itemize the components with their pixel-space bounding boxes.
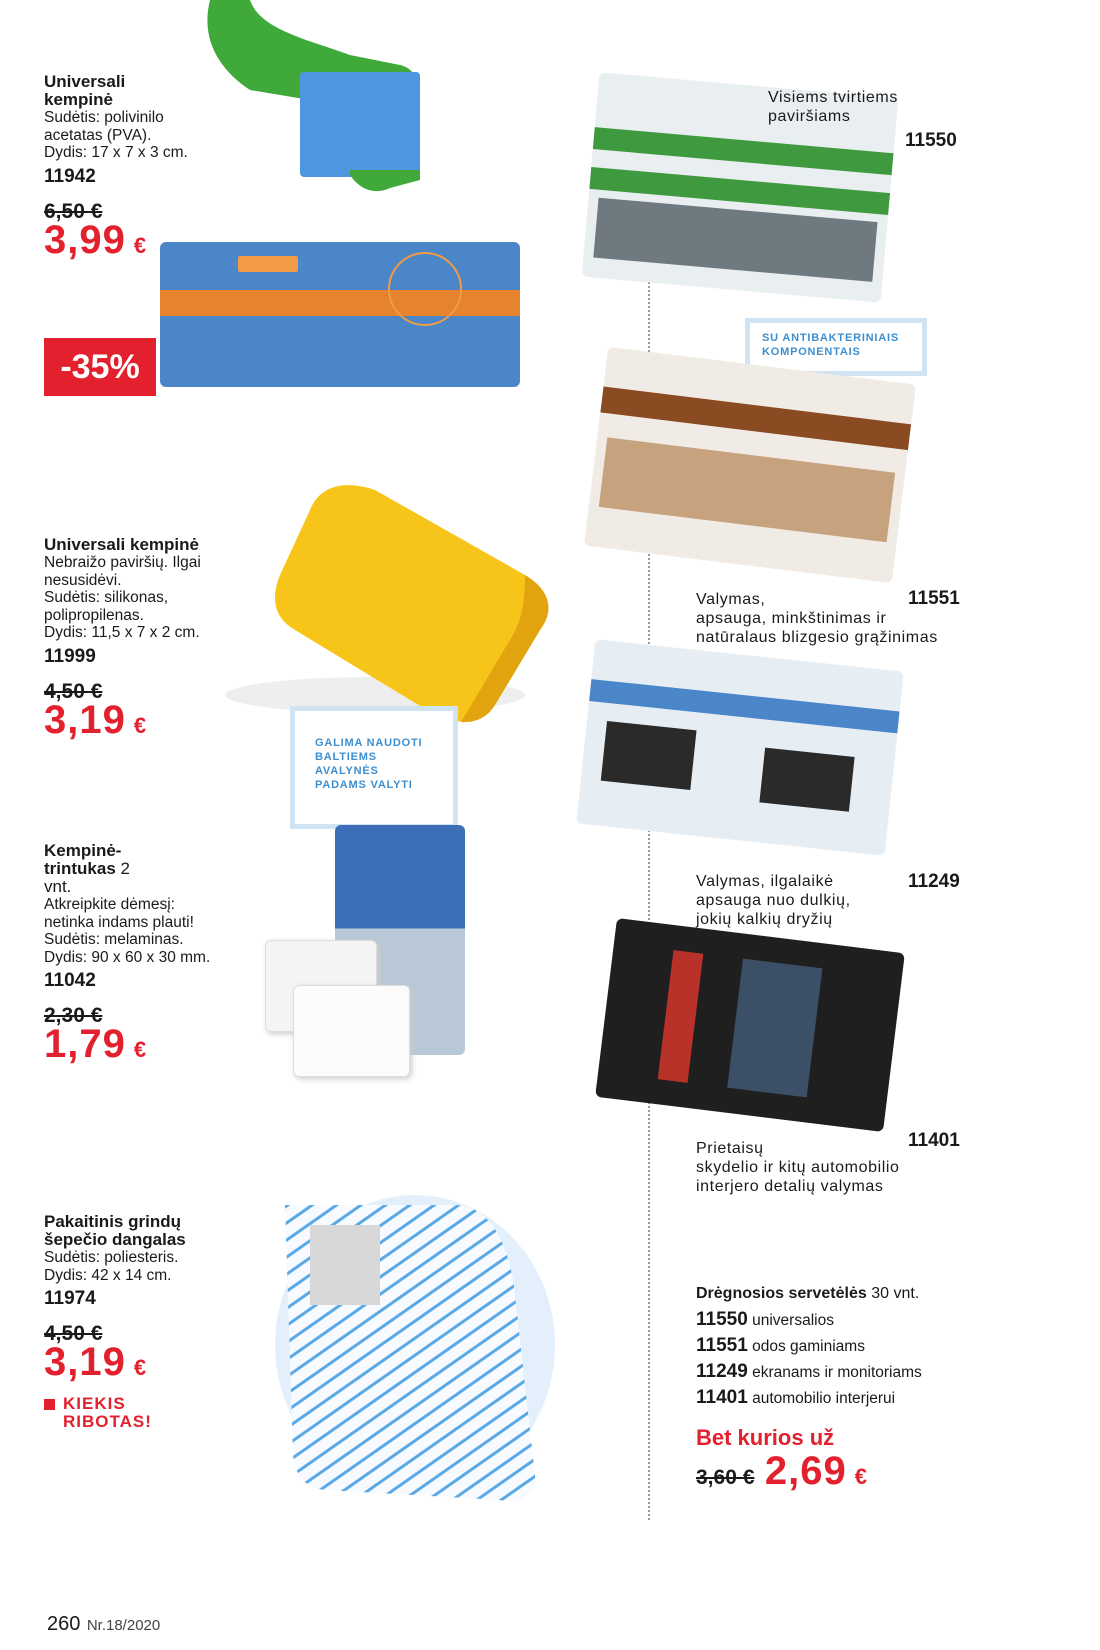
wipes-11551-image — [584, 347, 916, 583]
line-label: odos gaminiams — [747, 1338, 865, 1355]
summary-lines — [696, 1307, 996, 1411]
glove-sponge-image — [190, 0, 430, 195]
wipes-11249-code: 11249 — [908, 871, 960, 892]
product-desc: Atkreipkite dėmesį: netinka indams plauti! Sudėtis: melaminas. Dydis: 90 x 60 x 30 mm. — [44, 896, 211, 966]
wipes-11249-desc: Valymas, ilgalaikė apsauga nuo dulkių, jokių kalkių dryžių — [696, 873, 851, 928]
summary-line — [696, 1333, 996, 1359]
sponge-package-image — [160, 242, 520, 387]
old-price: 4,50 € — [44, 1322, 103, 1345]
new-price: 3,19 — [44, 697, 126, 742]
wipes-11401-code: 11401 — [908, 1130, 960, 1151]
product-desc: Sudėtis: polivinilo acetatas (PVA). Dydis: 17 x 7 x 3 cm. — [44, 109, 188, 161]
issue-number: Nr.18/2020 — [86, 1617, 161, 1634]
limited-badge — [44, 1395, 244, 1431]
wipes-summary — [696, 1285, 996, 1494]
old-price: 2,30 € — [44, 1004, 103, 1027]
old-price: 3,60 € — [696, 1466, 755, 1489]
currency: € — [133, 232, 147, 258]
line-label: ekranams ir monitoriams — [747, 1364, 922, 1381]
melamine-sponge-image — [265, 825, 475, 1075]
old-price: 6,50 € — [44, 199, 103, 223]
promo-text: Bet kurios už — [696, 1425, 835, 1450]
product-code: 11942 — [44, 165, 96, 187]
line-code: 11550 — [696, 1309, 748, 1330]
summary-title — [696, 1285, 996, 1303]
info-note — [290, 706, 458, 829]
note-text: SU ANTIBAKTERINIAIS KOMPONENTAIS — [762, 332, 900, 358]
wipes-11401-image — [595, 918, 905, 1132]
new-price: 3,19 — [44, 1340, 126, 1384]
mop-cover-image — [265, 1185, 555, 1510]
product-11974 — [44, 1213, 244, 1431]
summary-title-strong: Drėgnosios servetėlės — [696, 1285, 867, 1302]
currency: € — [133, 1355, 147, 1380]
new-price: 1,79 — [44, 1022, 126, 1066]
new-price-row — [44, 1340, 244, 1385]
product-desc: Nebraižo paviršių. Ilgai nesusidėvi. Sudėtis: silikonas, polipropilenas. Dydis: 11,5 x 7 x 2 cm. — [44, 554, 201, 641]
title-suffix: 2 vnt. — [44, 859, 130, 896]
product-title: Pakaitinis grindų šepečio dangalas — [44, 1212, 186, 1249]
product-11042 — [44, 842, 244, 1067]
summary-title-suffix: 30 vnt. — [866, 1285, 920, 1302]
old-price: 4,50 € — [44, 679, 103, 703]
new-price: 3,99 — [44, 217, 126, 262]
currency: € — [854, 1464, 867, 1489]
product-code: 11974 — [44, 1288, 96, 1309]
product-11999 — [44, 536, 244, 743]
product-title: Universali kempinė — [44, 72, 126, 109]
summary-line — [696, 1307, 996, 1333]
square-bullet-icon — [44, 1399, 55, 1410]
product-title: Universali kempinė — [44, 535, 199, 554]
new-price-row — [44, 698, 244, 743]
product-code: 11042 — [44, 970, 96, 991]
line-label: automobilio interjerui — [747, 1390, 896, 1407]
product-code: 11999 — [44, 645, 96, 667]
summary-line — [696, 1359, 996, 1385]
page-footer — [47, 1613, 160, 1636]
discount-badge — [44, 338, 156, 396]
product-desc: Sudėtis: poliesteris. Dydis: 42 x 14 cm. — [44, 1249, 179, 1284]
line-code: 11551 — [696, 1335, 748, 1356]
new-price: 2,69 — [764, 1449, 847, 1493]
wipes-11551-desc: Valymas, apsauga, minkštinimas ir natūralaus blizgesio grąžinimas — [696, 591, 938, 646]
yellow-sponge-image — [225, 480, 565, 730]
product-title — [44, 842, 154, 896]
limited-text: KIEKIS RIBOTAS! — [63, 1394, 152, 1431]
wipes-11550-desc: Visiems tvirtiems paviršiams — [768, 89, 898, 125]
wipes-11249-image — [576, 639, 904, 855]
line-label: universalios — [747, 1312, 834, 1329]
line-code: 11401 — [696, 1387, 748, 1408]
summary-price-row — [696, 1449, 996, 1494]
title-strong: Kempinė-trintukas — [44, 841, 122, 878]
currency: € — [133, 712, 147, 738]
discount-label: -35% — [60, 348, 140, 386]
line-code: 11249 — [696, 1361, 748, 1382]
new-price-row — [44, 1022, 244, 1067]
wipes-11550-code: 11550 — [905, 130, 957, 151]
page-number: 260 — [47, 1613, 81, 1635]
summary-line — [696, 1385, 996, 1411]
wipes-11551-code: 11551 — [908, 588, 960, 609]
currency: € — [133, 1037, 147, 1062]
wipes-11401-desc: Prietaisų skydelio ir kitų automobilio interjero detalių valymas — [696, 1140, 900, 1195]
note-text: GALIMA NAUDOTI BALTIEMS AVALYNĖS PADAMS VALYTI — [315, 737, 423, 791]
